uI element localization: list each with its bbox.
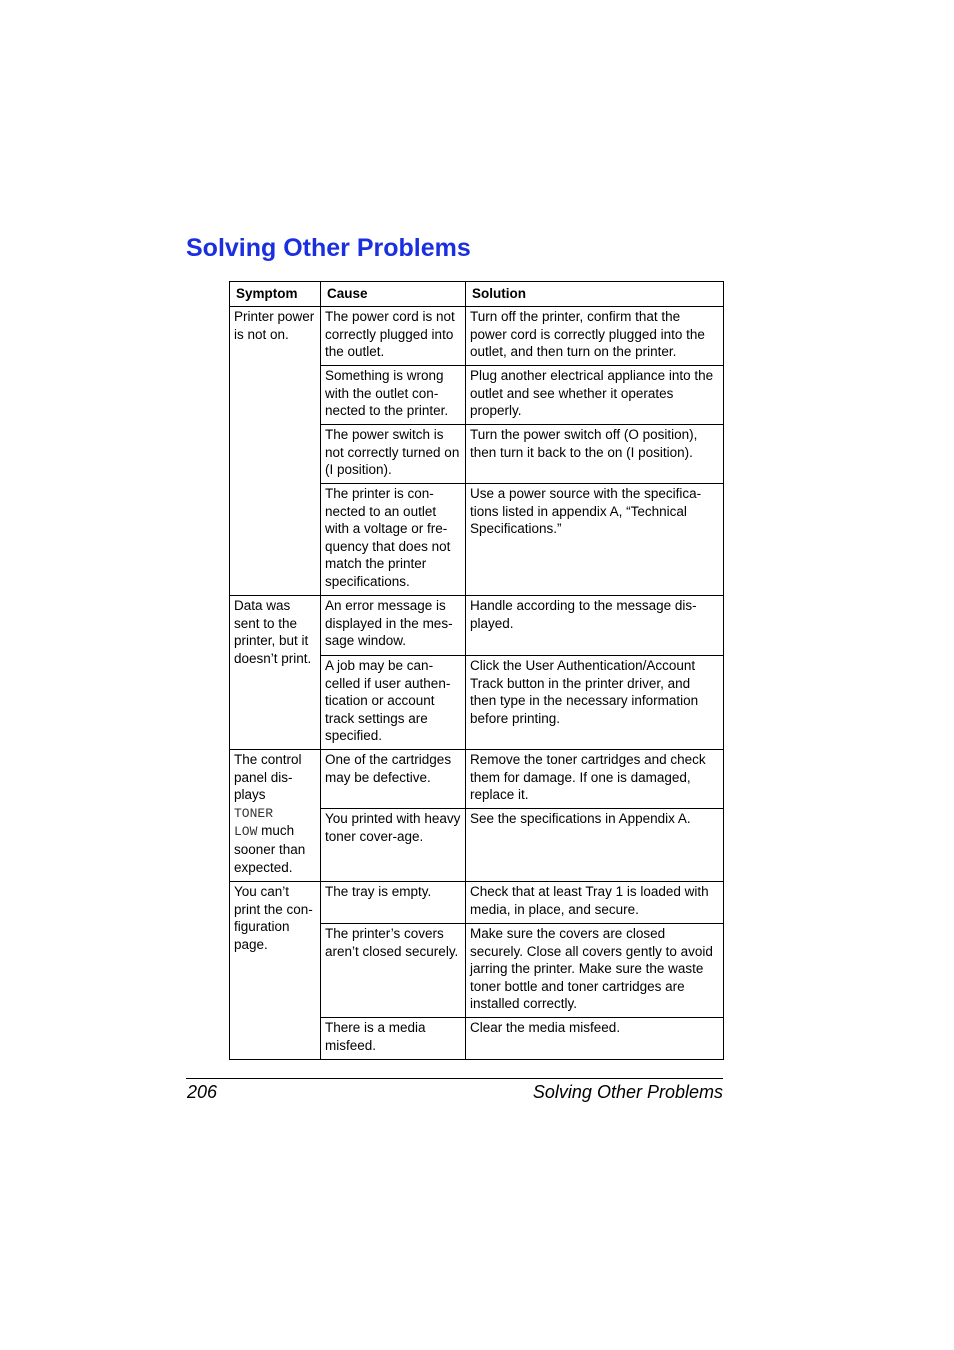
solution-cell: Make sure the covers are closed securely. Close all covers gently to avoid jarring the printer. Make sure the waste toner bottle and toner cartridges are installed correctly. <box>466 924 724 1018</box>
header-cause: Cause <box>321 282 466 307</box>
cause-cell: The printer is con-nected to an outlet with a voltage or fre-quency that does not match the printer specifications. <box>321 484 466 596</box>
cause-cell: The power switch is not correctly turned on (I position). <box>321 425 466 484</box>
solution-cell: Turn the power switch off (O position), then turn it back to the on (I position). <box>466 425 724 484</box>
cause-cell: The tray is empty. <box>321 882 466 924</box>
symptom-cell: You can’t print the con-figuration page. <box>230 882 321 1060</box>
cause-cell: A job may be can-celled if user authen-tication or account track settings are specified. <box>321 656 466 750</box>
solution-cell: Handle according to the message dis-played. <box>466 596 724 656</box>
troubleshooting-table <box>229 281 724 1060</box>
solution-cell: Turn off the printer, confirm that the power cord is correctly plugged into the outlet, and then turn on the printer. <box>466 307 724 366</box>
cause-cell: One of the cartridges may be defective. <box>321 750 466 809</box>
solution-cell: Remove the toner cartridges and check them for damage. If one is damaged, replace it. <box>466 750 724 809</box>
solution-cell: Plug another electrical appliance into the outlet and see whether it operates properly. <box>466 366 724 425</box>
cause-cell: The power cord is not correctly plugged into the outlet. <box>321 307 466 366</box>
footer-divider <box>186 1078 723 1079</box>
solution-cell: See the specifications in Appendix A. <box>466 809 724 882</box>
toner-code: TONER <box>234 805 274 821</box>
solution-cell: Click the User Authentication/Account Track button in the printer driver, and then type in the necessary information before printing. <box>466 656 724 750</box>
symptom-cell: Data was sent to the printer, but it doesn’t print. <box>230 596 321 750</box>
solution-cell: Check that at least Tray 1 is loaded with media, in place, and secure. <box>466 882 724 924</box>
symptom-cell <box>230 750 321 882</box>
solution-cell: Clear the media misfeed. <box>466 1018 724 1060</box>
table-row <box>230 596 724 656</box>
cause-cell: Something is wrong with the outlet con-nected to the printer. <box>321 366 466 425</box>
symptom-suffix: much sooner than expected. <box>234 823 306 875</box>
symptom-prefix: The control panel dis-plays <box>234 752 302 803</box>
table-row <box>230 307 724 366</box>
header-symptom: Symptom <box>230 282 321 307</box>
symptom-cell: Printer power is not on. <box>230 307 321 596</box>
header-solution: Solution <box>466 282 724 307</box>
page-number: 206 <box>187 1082 218 1102</box>
table-row <box>230 750 724 809</box>
page-title: Solving Other Problems <box>186 234 471 262</box>
footer-section-title: Solving Other Problems <box>532 1082 723 1102</box>
table-row <box>230 882 724 924</box>
cause-cell: You printed with heavy toner cover-age. <box>321 809 466 882</box>
cause-cell: There is a media misfeed. <box>321 1018 466 1060</box>
table-header-row <box>230 282 724 307</box>
cause-cell: The printer’s covers aren’t closed securely. <box>321 924 466 1018</box>
cause-cell: An error message is displayed in the mes-sage window. <box>321 596 466 656</box>
solution-cell: Use a power source with the specifica-tions listed in appendix A, “Technical Specifications.” <box>466 484 724 596</box>
low-code: LOW <box>234 824 258 840</box>
